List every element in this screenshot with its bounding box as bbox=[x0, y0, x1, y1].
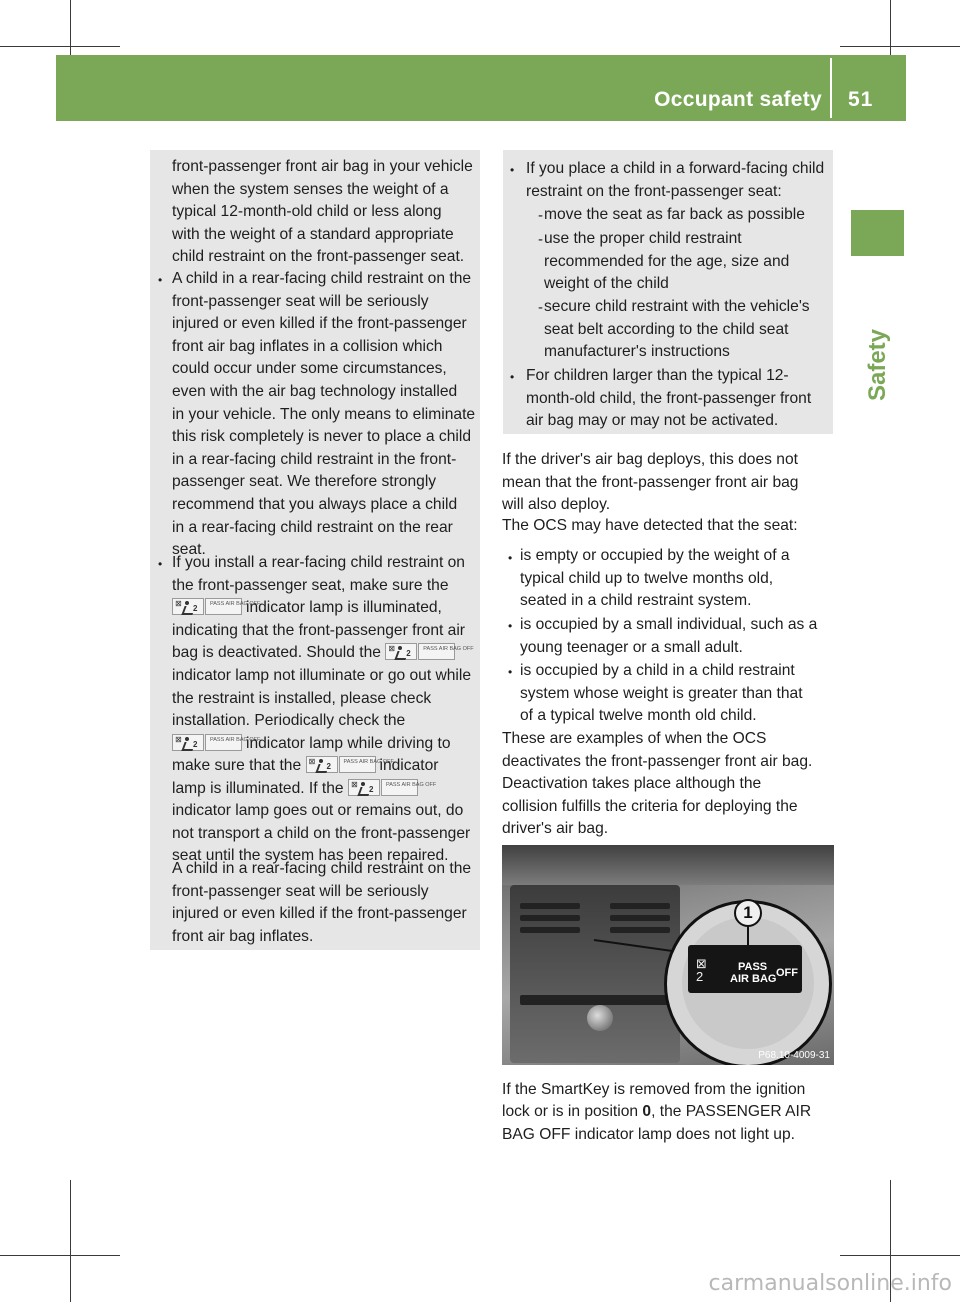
text-line: is occupied by a small individual, such as a bbox=[520, 616, 818, 633]
text-line: ⊠ 2 PASS AIR BAG OFF indicator lamp is illuminated, bbox=[172, 597, 442, 620]
crop-mark bbox=[840, 1255, 960, 1256]
bullet-marker: • bbox=[158, 557, 163, 571]
text-line: collision fulfills the criteria for deploying the bbox=[502, 797, 798, 815]
text-line: seat. bbox=[172, 541, 206, 559]
text-line: If you install a rear-facing child restraint on bbox=[172, 554, 465, 571]
bullet-marker: • bbox=[158, 273, 163, 287]
text-line: These are examples of when the OCS bbox=[502, 730, 767, 747]
text-line: lamp is illuminated. If the ⊠ 2 PASS AIR BAG OFF bbox=[172, 780, 437, 797]
text-line: is empty or occupied by the weight of a bbox=[520, 547, 790, 564]
text-line: the restraint is installed, please check bbox=[172, 690, 432, 707]
text-line: injured or even killed if the front-passenger bbox=[172, 905, 467, 923]
text-line: injured or even killed if the front-passenger bbox=[172, 315, 467, 333]
text-line: bag is deactivated. Should the ⊠ 2 PASS AIR BAG OFF bbox=[172, 644, 474, 661]
text-line: front air bag inflates. bbox=[172, 927, 314, 945]
section-title: Occupant safety bbox=[654, 88, 822, 111]
airbag-off-indicator-icon: ⊠ 2 PASS AIR BAG OFF bbox=[385, 643, 455, 660]
text-line: this risk completely is never to place a child bbox=[172, 428, 472, 446]
photo-display-text: PASS AIR BAG bbox=[730, 961, 777, 985]
photo-vent bbox=[610, 915, 670, 921]
text-line: ⊠ 2 PASS AIR BAG OFF indicator lamp while driving to bbox=[172, 733, 451, 756]
header-separator bbox=[830, 58, 832, 118]
crop-mark bbox=[840, 46, 960, 47]
text-line: recommended for the age, size and bbox=[544, 252, 790, 270]
text-line: could occur under some circumstances, bbox=[172, 360, 447, 378]
text-line: young teenager or a small adult. bbox=[520, 638, 743, 656]
text-line: air bag may or may not be activated. bbox=[526, 412, 779, 430]
text-line: indicator lamp goes out or remains out, do bbox=[172, 802, 464, 819]
text-line: typical child up to twelve months old, bbox=[520, 569, 774, 587]
occupant-airbag-icon: ⊠ 2 bbox=[696, 956, 707, 984]
airbag-off-indicator-icon: ⊠ 2 PASS AIR BAG OFF bbox=[348, 779, 418, 796]
photo-callout-1: 1 bbox=[734, 899, 762, 927]
text-line: secure child restraint with the vehicle's bbox=[544, 298, 810, 315]
text-line: If the driver's air bag deploys, this does not bbox=[502, 451, 798, 468]
airbag-off-indicator-icon: ⊠ 2 PASS AIR BAG OFF bbox=[306, 756, 376, 773]
text-line: If you place a child in a forward-facing child bbox=[526, 160, 825, 177]
text-line: in a rear-facing child restraint on the rear bbox=[172, 518, 453, 536]
text-line: system whose weight is greater than that bbox=[520, 684, 803, 702]
text-line: of a typical twelve month old child. bbox=[520, 707, 757, 725]
text-line: child restraint on the front-passenger seat. bbox=[172, 248, 465, 266]
bullet-marker: • bbox=[510, 163, 515, 177]
text-line: passenger seat. We therefore strongly bbox=[172, 473, 437, 491]
text-line: seat until the system has been repaired. bbox=[172, 847, 449, 864]
photo-vent bbox=[610, 927, 670, 933]
text-line: mean that the front-passenger front air bag bbox=[502, 473, 799, 491]
text-line: driver's air bag. bbox=[502, 820, 609, 838]
bullet-marker: • bbox=[510, 370, 515, 384]
bullet-marker: • bbox=[508, 619, 513, 633]
side-tab-label: Safety bbox=[863, 328, 891, 402]
text-line: restraint on the front-passenger seat: bbox=[526, 182, 782, 200]
crop-mark bbox=[0, 1255, 120, 1256]
side-tab-marker bbox=[851, 210, 904, 256]
photo-dashboard-top bbox=[502, 845, 834, 885]
photo-display-off: OFF bbox=[776, 967, 798, 979]
text-line: lock or is in position 0, the PASSENGER AIR bbox=[502, 1103, 812, 1120]
airbag-off-indicator-icon: ⊠ 2 PASS AIR BAG OFF bbox=[172, 734, 242, 751]
crop-mark bbox=[0, 46, 120, 47]
photo-vent bbox=[610, 903, 670, 909]
paragraph: The OCS may have detected that the seat: bbox=[502, 517, 798, 534]
airbag-off-indicator-icon: ⊠ 2 PASS AIR BAG OFF bbox=[172, 598, 242, 615]
photo-vent bbox=[520, 915, 580, 921]
dash-marker: - bbox=[538, 207, 543, 224]
bullet-marker: • bbox=[508, 665, 513, 679]
text-line: in a rear-facing child restraint in the front- bbox=[172, 450, 457, 468]
text-line: front air bag inflates in a collision which bbox=[172, 337, 443, 355]
text-line: BAG OFF indicator lamp does not light up. bbox=[502, 1126, 795, 1143]
text-line: use the proper child restraint bbox=[544, 230, 742, 247]
text-line: If the SmartKey is removed from the ignition bbox=[502, 1081, 806, 1098]
text-line: with the weight of a standard appropriate bbox=[172, 225, 454, 243]
page-number: 51 bbox=[848, 88, 874, 111]
dash-marker: - bbox=[538, 231, 543, 248]
text-line: even with the air bag technology installed bbox=[172, 383, 458, 400]
dash-marker: - bbox=[538, 299, 543, 316]
photo-center-console bbox=[510, 885, 680, 1063]
text-line: front-passenger seat will be seriously bbox=[172, 882, 429, 900]
text-line: typical 12-month-old child or less along bbox=[172, 203, 442, 221]
text-line: is occupied by a child in a child restraint bbox=[520, 662, 795, 679]
text-line: in your vehicle. The only means to eliminate bbox=[172, 405, 476, 423]
photo-knob bbox=[587, 1005, 613, 1031]
text-line: move the seat as far back as possible bbox=[544, 206, 805, 223]
text-line: seated in a child restraint system. bbox=[520, 592, 752, 610]
text-line: front-passenger front air bag in your vehicle bbox=[172, 158, 473, 175]
text-line: the front-passenger seat, make sure the bbox=[172, 577, 449, 594]
text-line: A child in a rear-facing child restraint on the bbox=[172, 270, 472, 287]
text-line: indicator lamp not illuminate or go out while bbox=[172, 667, 472, 684]
text-line: installation. Periodically check the bbox=[172, 712, 406, 729]
text-line: indicating that the front-passenger front air bbox=[172, 622, 465, 639]
text-line: seat belt according to the child seat bbox=[544, 320, 789, 338]
text-line: month-old child, the front-passenger front bbox=[526, 389, 812, 407]
watermark: carmanualsonline.info bbox=[708, 1271, 952, 1296]
text-line: A child in a rear-facing child restraint on the bbox=[172, 860, 472, 877]
text-line: make sure that the ⊠ 2 PASS AIR BAG OFF indicator bbox=[172, 757, 439, 774]
crop-mark bbox=[70, 1180, 71, 1302]
text-line: when the system senses the weight of a bbox=[172, 180, 449, 198]
text-line: recommend that you always place a child bbox=[172, 496, 458, 513]
photo-reference-code: P68.10-4009-31 bbox=[758, 1050, 830, 1061]
photo-vent bbox=[520, 927, 580, 933]
text-line: not transport a child on the front-passenger bbox=[172, 825, 471, 842]
bullet-marker: • bbox=[508, 551, 513, 565]
photo-vent bbox=[520, 995, 670, 1005]
dashboard-photo bbox=[502, 845, 834, 1065]
text-line: deactivates the front-passenger front air bag. bbox=[502, 752, 813, 770]
text-line: manufacturer's instructions bbox=[544, 343, 730, 361]
text-line: will also deploy. bbox=[502, 496, 611, 514]
photo-vent bbox=[520, 903, 580, 909]
text-line: Deactivation takes place although the bbox=[502, 775, 762, 793]
text-line: For children larger than the typical 12- bbox=[526, 367, 789, 384]
text-line: front-passenger seat will be seriously bbox=[172, 292, 429, 310]
text-line: weight of the child bbox=[544, 275, 669, 293]
